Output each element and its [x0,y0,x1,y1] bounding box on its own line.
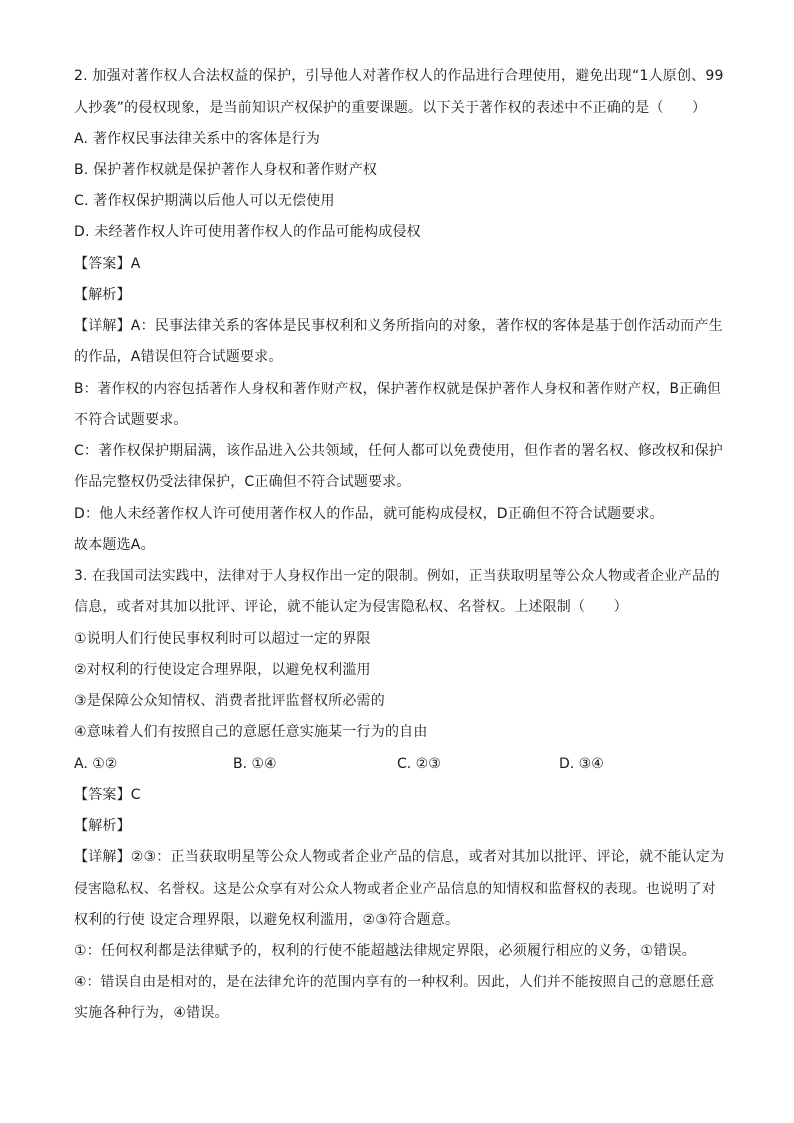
q2-analysis-line: 作品完整权仍受法律保护，C正确但不符合试题要求。 [74,474,411,490]
q2-analysis-line: D：他人未经著作权人许可使用著作权人的作品，就可能构成侵权，D正确但不符合试题要求。 [74,506,664,522]
q3-analysis-line: 侵害隐私权、名誉权。这是公众享有对公众人物或者企业产品信息的知情权和监督权的表现。也说明了对 [74,881,716,897]
q2-analysis-title: 【解析】 [74,287,131,303]
q3-item-3: ③是保障公众知情权、消费者批评监督权所必需的 [74,693,385,709]
q2-option-a: A. 著作权民事法律关系中的客体是行为 [74,131,321,147]
q3-answer: 【答案】C [74,787,141,803]
q2-analysis-line: 【详解】A：民事法律关系的客体是民事权利和义务所指向的对象，著作权的客体是基于创作活动而产生 [74,318,723,334]
q3-item-1: ①说明人们行使民事权利时可以超过一定的界限 [74,631,371,647]
q2-stem-line-2: 人抄袭”的侵权现象，是当前知识产权保护的重要课题。以下关于著作权的表述中不正确的是（ ） [74,100,707,116]
q2-analysis-line: C：著作权保护期届满，该作品进入公共领域，任何人都可以免费使用，但作者的署名权、修改权和保护 [74,443,723,459]
q3-options-row [74,754,724,774]
q2-analysis-line: B：著作权的内容包括著作人身权和著作财产权，保护著作权就是保护著作人身权和著作财产权，B正确但 [74,381,722,397]
q3-item-2: ②对权利的行使设定合理界限，以避免权利滥用 [74,662,371,678]
q2-analysis-line: 不符合试题要求。 [74,412,188,428]
q3-analysis-line: ④：错误自由是相对的，是在法律允许的范围内享有的一种权利。因此，人们并不能按照自己的意愿任意 [74,974,715,990]
q3-analysis-line: 实施各种行为，④错误。 [74,1005,229,1021]
q3-option-c: C. ②③ [397,756,441,772]
q2-option-b: B. 保护著作权就是保护著作人身权和著作财产权 [74,162,378,178]
q2-option-d: D. 未经著作权人许可使用著作权人的作品可能构成侵权 [74,224,421,240]
q3-option-d: D. ③④ [559,756,604,772]
q3-analysis-line: 权利的行使 设定合理界限，以避免权利滥用，②③符合题意。 [74,912,460,928]
q2-analysis-line: 的作品，A错误但符合试题要求。 [74,349,283,365]
q2-answer: 【答案】A [74,256,141,272]
q3-item-4: ④意味着人们有按照自己的意愿任意实施某一行为的自由 [74,724,428,740]
q3-analysis-title: 【解析】 [74,818,131,834]
q2-conclusion: 故本题选A。 [74,537,155,553]
q3-stem-line-1: 3. 在我国司法实践中，法律对于人身权作出一定的限制。例如，正当获取明星等公众人物或者企业产品的 [74,568,720,584]
q2-option-c: C. 著作权保护期满以后他人可以无偿使用 [74,193,335,209]
q2-stem-line-1: 2. 加强对著作权人合法权益的保护，引导他人对著作权人的作品进行合理使用，避免出现“1人原创、99 [74,68,724,84]
q3-option-b: B. ①④ [233,756,277,772]
q3-option-a: A. ①② [74,756,118,772]
q3-analysis-line: ①：任何权利都是法律赋予的，权利的行使不能超越法律规定界限，必须履行相应的义务，①错误。 [74,943,696,959]
q3-analysis-line: 【详解】②③：正当获取明星等公众人物或者企业产品的信息，或者对其加以批评、评论，就不能认定为 [74,849,725,865]
q3-stem-line-2: 信息，或者对其加以批评、评论，就不能认定为侵害隐私权、名誉权。上述限制（ ） [74,599,628,615]
